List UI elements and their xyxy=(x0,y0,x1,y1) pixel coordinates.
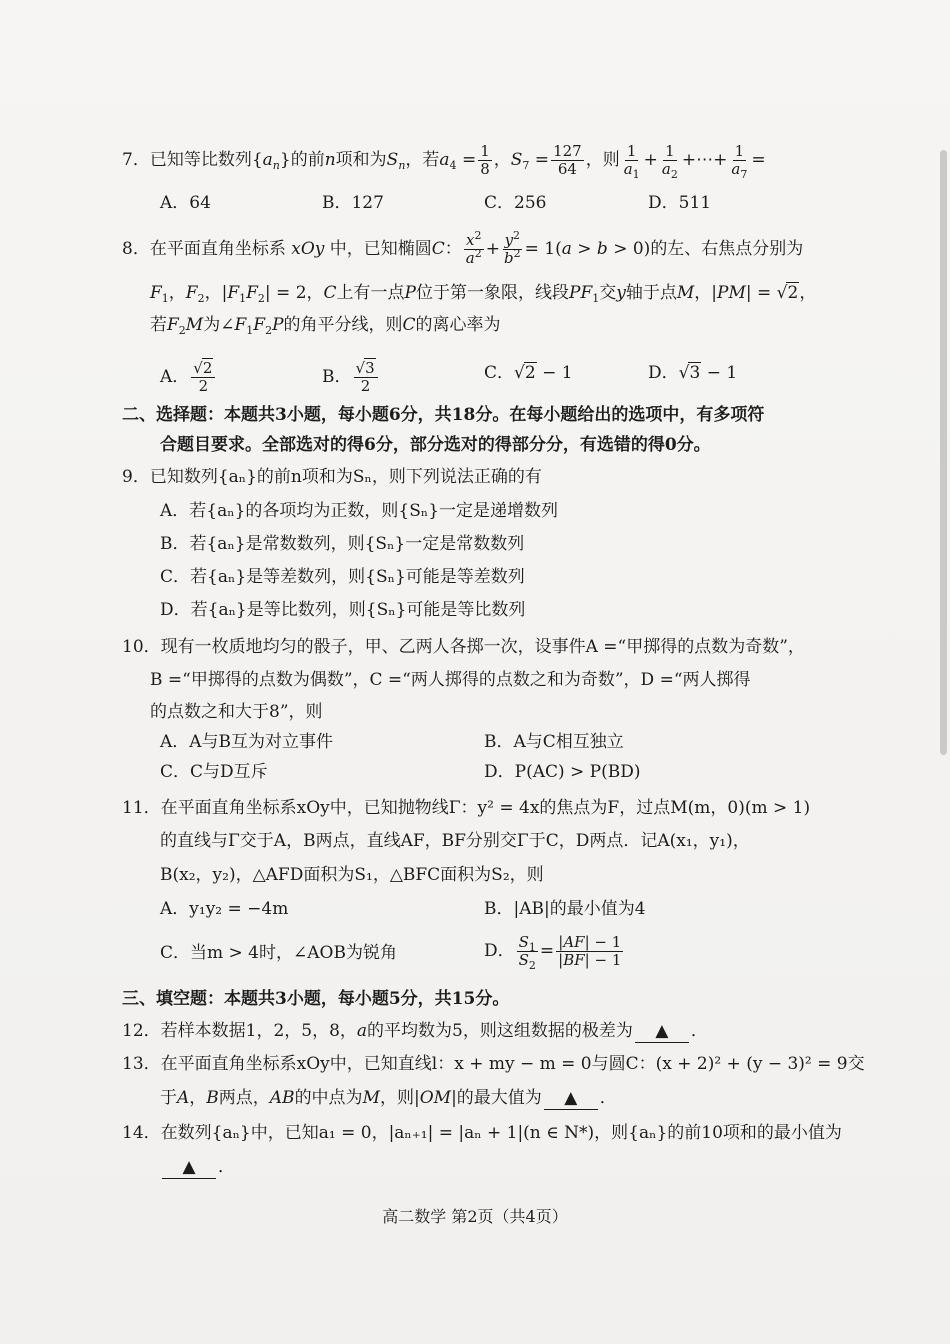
section2-heading-line1: 二、选择题：本题共3小题，每小题6分，共18分。在每小题给出的选项中，有多项符 xyxy=(122,405,765,425)
q8-line1: 8．在平面直角坐标系 xOy 中，已知椭圆C： $\frac{x^2}{a^2}$ + $\frac{y^2}{b^2}$ = 1(a > b > 0)的左、右焦点分别为 xyxy=(122,229,804,267)
q7-stem: 7．已知等比数列$\{a_n\}$的前n项和为$S_n$，若$a_4$ = $\frac{1}{8}$ ，$S_7$ = $\frac{127}{64}$ ，则 $\frac{1}{a_1}$ + $\frac{1}{a_2}$ +⋯+ $\frac{1}{a_7}$ = xyxy=(122,142,766,181)
q10-option-c: C．C与D互斥 xyxy=(160,762,268,782)
vertical-scrollbar[interactable] xyxy=(940,150,947,755)
q10-option-b: B．A与C相互独立 xyxy=(484,732,624,752)
section2-heading-line2: 合题目要求。全部选对的得6分，部分选对的得部分分，有选错的得0分。 xyxy=(160,435,711,455)
q9-option-d: D．若{aₙ}是等比数列，则{Sₙ}可能是等比数列 xyxy=(160,600,526,620)
q8-line3: 若$F_2M$为$\angle F_1F_2P$的角平分线，则C的离心率为 xyxy=(150,315,501,337)
q14-line1: 14．在数列{aₙ}中，已知a₁ = 0，|aₙ₊₁| = |aₙ + 1|(n ∈ N*)，则{aₙ}的前10项和的最小值为 xyxy=(122,1123,842,1143)
q8-option-d: D．√3 − 1 xyxy=(648,363,738,383)
q11-option-c: C．当m > 4时，∠AOB为锐角 xyxy=(160,943,397,963)
q11-line3: B(x₂，y₂)，△AFD面积为S₁，△BFC面积为S₂，则 xyxy=(160,865,544,885)
q10-line2: B =“甲掷得的点数为偶数”，C =“两人掷得的点数之和为奇数”，D =“两人掷得 xyxy=(150,670,751,690)
q9-option-b: B．若{aₙ}是常数数列，则{Sₙ}一定是常数数列 xyxy=(160,534,525,554)
q10-option-a: A．A与B互为对立事件 xyxy=(160,732,334,752)
q10-line1: 10．现有一枚质地均匀的骰子，甲、乙两人各掷一次，设事件A =“甲掷得的点数为奇数”， xyxy=(122,637,805,657)
q13-answer-blank[interactable]: ▲ xyxy=(544,1087,598,1110)
q9-option-a: A．若{aₙ}的各项均为正数，则{Sₙ}一定是递增数列 xyxy=(160,501,559,521)
q11-line2: 的直线与Γ交于A，B两点，直线AF，BF分别交Γ于C，D两点．记A(x₁，y₁)， xyxy=(160,831,750,851)
q8-option-a: A． $\frac{√2}{2}$ xyxy=(160,360,217,395)
q14-answer-blank[interactable]: ▲ xyxy=(162,1156,216,1179)
q11-option-d: D． $\frac{S_1}{S_2}$ = $\frac{|AF| - 1}{|BF| - 1}$ xyxy=(484,933,622,972)
page-footer: 高二数学 第2页（共4页） xyxy=(382,1207,568,1226)
q11-option-b: B．|AB|的最小值为4 xyxy=(484,899,646,919)
q11-option-a: A．y₁y₂ = −4m xyxy=(160,899,289,919)
q7-option-d: D．511 xyxy=(648,193,712,213)
q10-line3: 的点数之和大于8”，则 xyxy=(150,702,323,722)
q9-stem: 9．已知数列{aₙ}的前n项和为Sₙ，则下列说法正确的有 xyxy=(122,467,542,487)
q8-option-c: C．√2 − 1 xyxy=(484,363,573,383)
q12: 12．若样本数据1，2，5，8，a的平均数为5，则这组数据的极差为 ▲ ． xyxy=(122,1021,708,1041)
q14-line2: ▲ ． xyxy=(160,1156,235,1179)
q7-option-a: A．64 xyxy=(160,193,211,213)
q10-option-d: D．P(AC) > P(BD) xyxy=(484,762,641,782)
q11-line1: 11．在平面直角坐标系xOy中，已知抛物线Γ：y² = 4x的焦点为F，过点M(m，0)(m > 1) xyxy=(122,798,811,818)
section3-heading: 三、填空题：本题共3小题，每小题5分，共15分。 xyxy=(122,989,510,1009)
q9-option-c: C．若{aₙ}是等差数列，则{Sₙ}可能是等差数列 xyxy=(160,567,525,587)
q12-answer-blank[interactable]: ▲ xyxy=(635,1020,689,1043)
q8-line2: $F_1$，$F_2$，$|F_1F_2| = 2$，C上有一点P位于第一象限，线段$PF_1$交y轴于点M，|PM| = √2， xyxy=(150,283,817,305)
q7-option-b: B．127 xyxy=(322,193,384,213)
q13-line2: 于A，B两点，AB的中点为M，则|OM|的最大值为 ▲ ． xyxy=(160,1088,617,1108)
q13-line1: 13．在平面直角坐标系xOy中，已知直线l：x + my − m = 0与圆C：(x + 2)² + (y − 3)² = 9交 xyxy=(122,1054,865,1074)
q8-option-b: B． $\frac{√3}{2}$ xyxy=(322,360,380,395)
q7-option-c: C．256 xyxy=(484,193,547,213)
